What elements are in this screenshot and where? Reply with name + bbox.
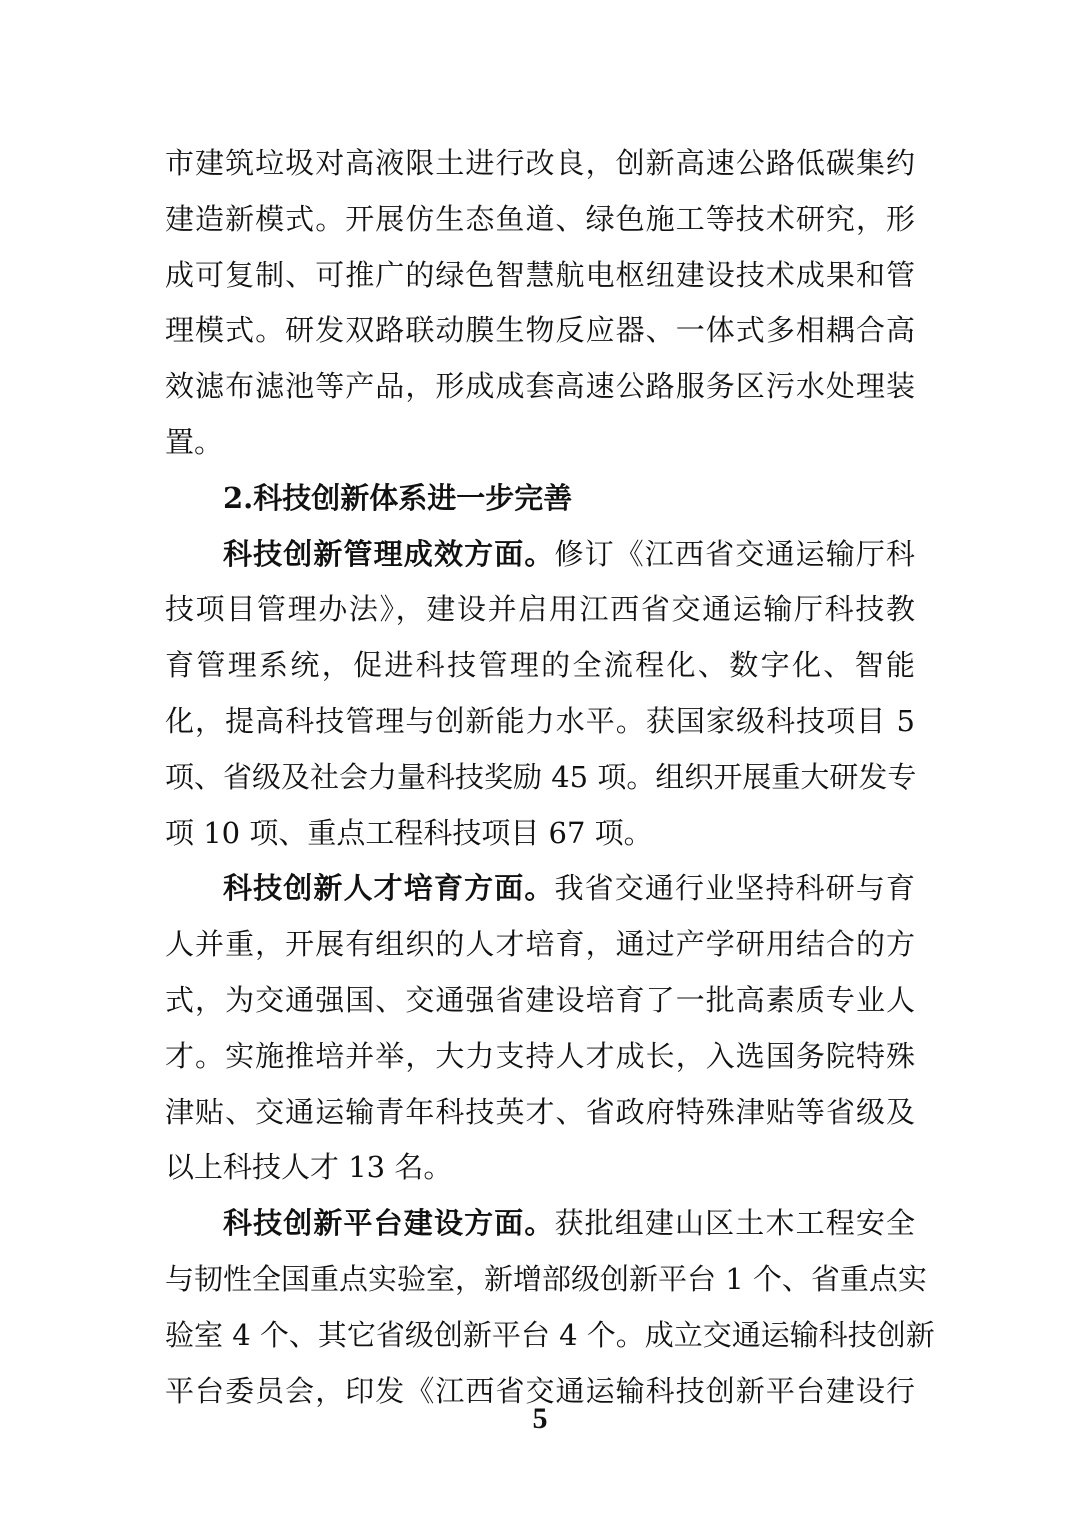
body-text-line: 平台委员会，印发《江西省交通运输科技创新平台建设行 xyxy=(165,1373,915,1408)
section-heading: 2.科技创新体系进一步完善 xyxy=(223,480,573,515)
body-text-line: 以上科技人才 13 名。 xyxy=(165,1150,453,1185)
body-text-line: 成可复制、可推广的绿色智慧航电枢纽建设技术成果和管 xyxy=(165,257,915,292)
body-text-line: 项 10 项、重点工程科技项目 67 项。 xyxy=(165,815,653,850)
body-text-line: 人并重，开展有组织的人才培育，通过产学研用结合的方 xyxy=(165,927,915,962)
page-number: 5 xyxy=(532,1402,548,1435)
paragraph-text: 修订《江西省交通运输厅科 xyxy=(554,536,915,571)
body-text-line: 技项目管理办法》，建设并启用江西省交通运输厅科技教 xyxy=(165,592,915,627)
body-text-line: 与韧性全国重点实验室，新增部级创新平台 1 个、省重点实 xyxy=(165,1261,927,1296)
body-text-line: 效滤布滤池等产品，形成成套高速公路服务区污水处理装 xyxy=(165,369,915,404)
paragraph-first-line xyxy=(165,1196,915,1252)
body-text-line: 育管理系统，促进科技管理的全流程化、数字化、智能 xyxy=(165,648,915,683)
body-text-line: 项、省级及社会力量科技奖励 45 项。组织开展重大研发专 xyxy=(165,759,917,794)
paragraph-lead: 科技创新管理成效方面。 xyxy=(223,536,555,571)
body-text-line: 建造新模式。开展仿生态鱼道、绿色施工等技术研究，形 xyxy=(165,201,915,236)
body-text-line: 市建筑垃圾对高液限土进行改良，创新高速公路低碳集约 xyxy=(165,146,915,180)
paragraph-text: 我省交通行业坚持科研与育 xyxy=(554,871,915,906)
body-text-line: 才。实施推培并举，大力支持人才成长，入选国务院特殊 xyxy=(165,1038,915,1073)
body-text-line: 式，为交通强国、交通强省建设培育了一批高素质专业人 xyxy=(165,982,915,1017)
body-text-line: 置。 xyxy=(165,424,224,459)
paragraph-first-line xyxy=(165,861,915,917)
paragraph-lead: 科技创新平台建设方面。 xyxy=(223,1206,555,1241)
paragraph-text: 获批组建山区土木工程安全 xyxy=(554,1206,915,1241)
page-body xyxy=(165,136,935,1419)
paragraph-lead: 科技创新人才培育方面。 xyxy=(223,871,555,906)
body-text-line: 验室 4 个、其它省级创新平台 4 个。成立交通运输科技创新 xyxy=(165,1317,935,1352)
body-text-line: 津贴、交通运输青年科技英才、省政府特殊津贴等省级及 xyxy=(165,1094,915,1129)
body-text-line: 化，提高科技管理与创新能力水平。获国家级科技项目 5 xyxy=(165,703,915,738)
paragraph-first-line xyxy=(165,527,915,583)
body-text-line: 理模式。研发双路联动膜生物反应器、一体式多相耦合高 xyxy=(165,313,915,348)
